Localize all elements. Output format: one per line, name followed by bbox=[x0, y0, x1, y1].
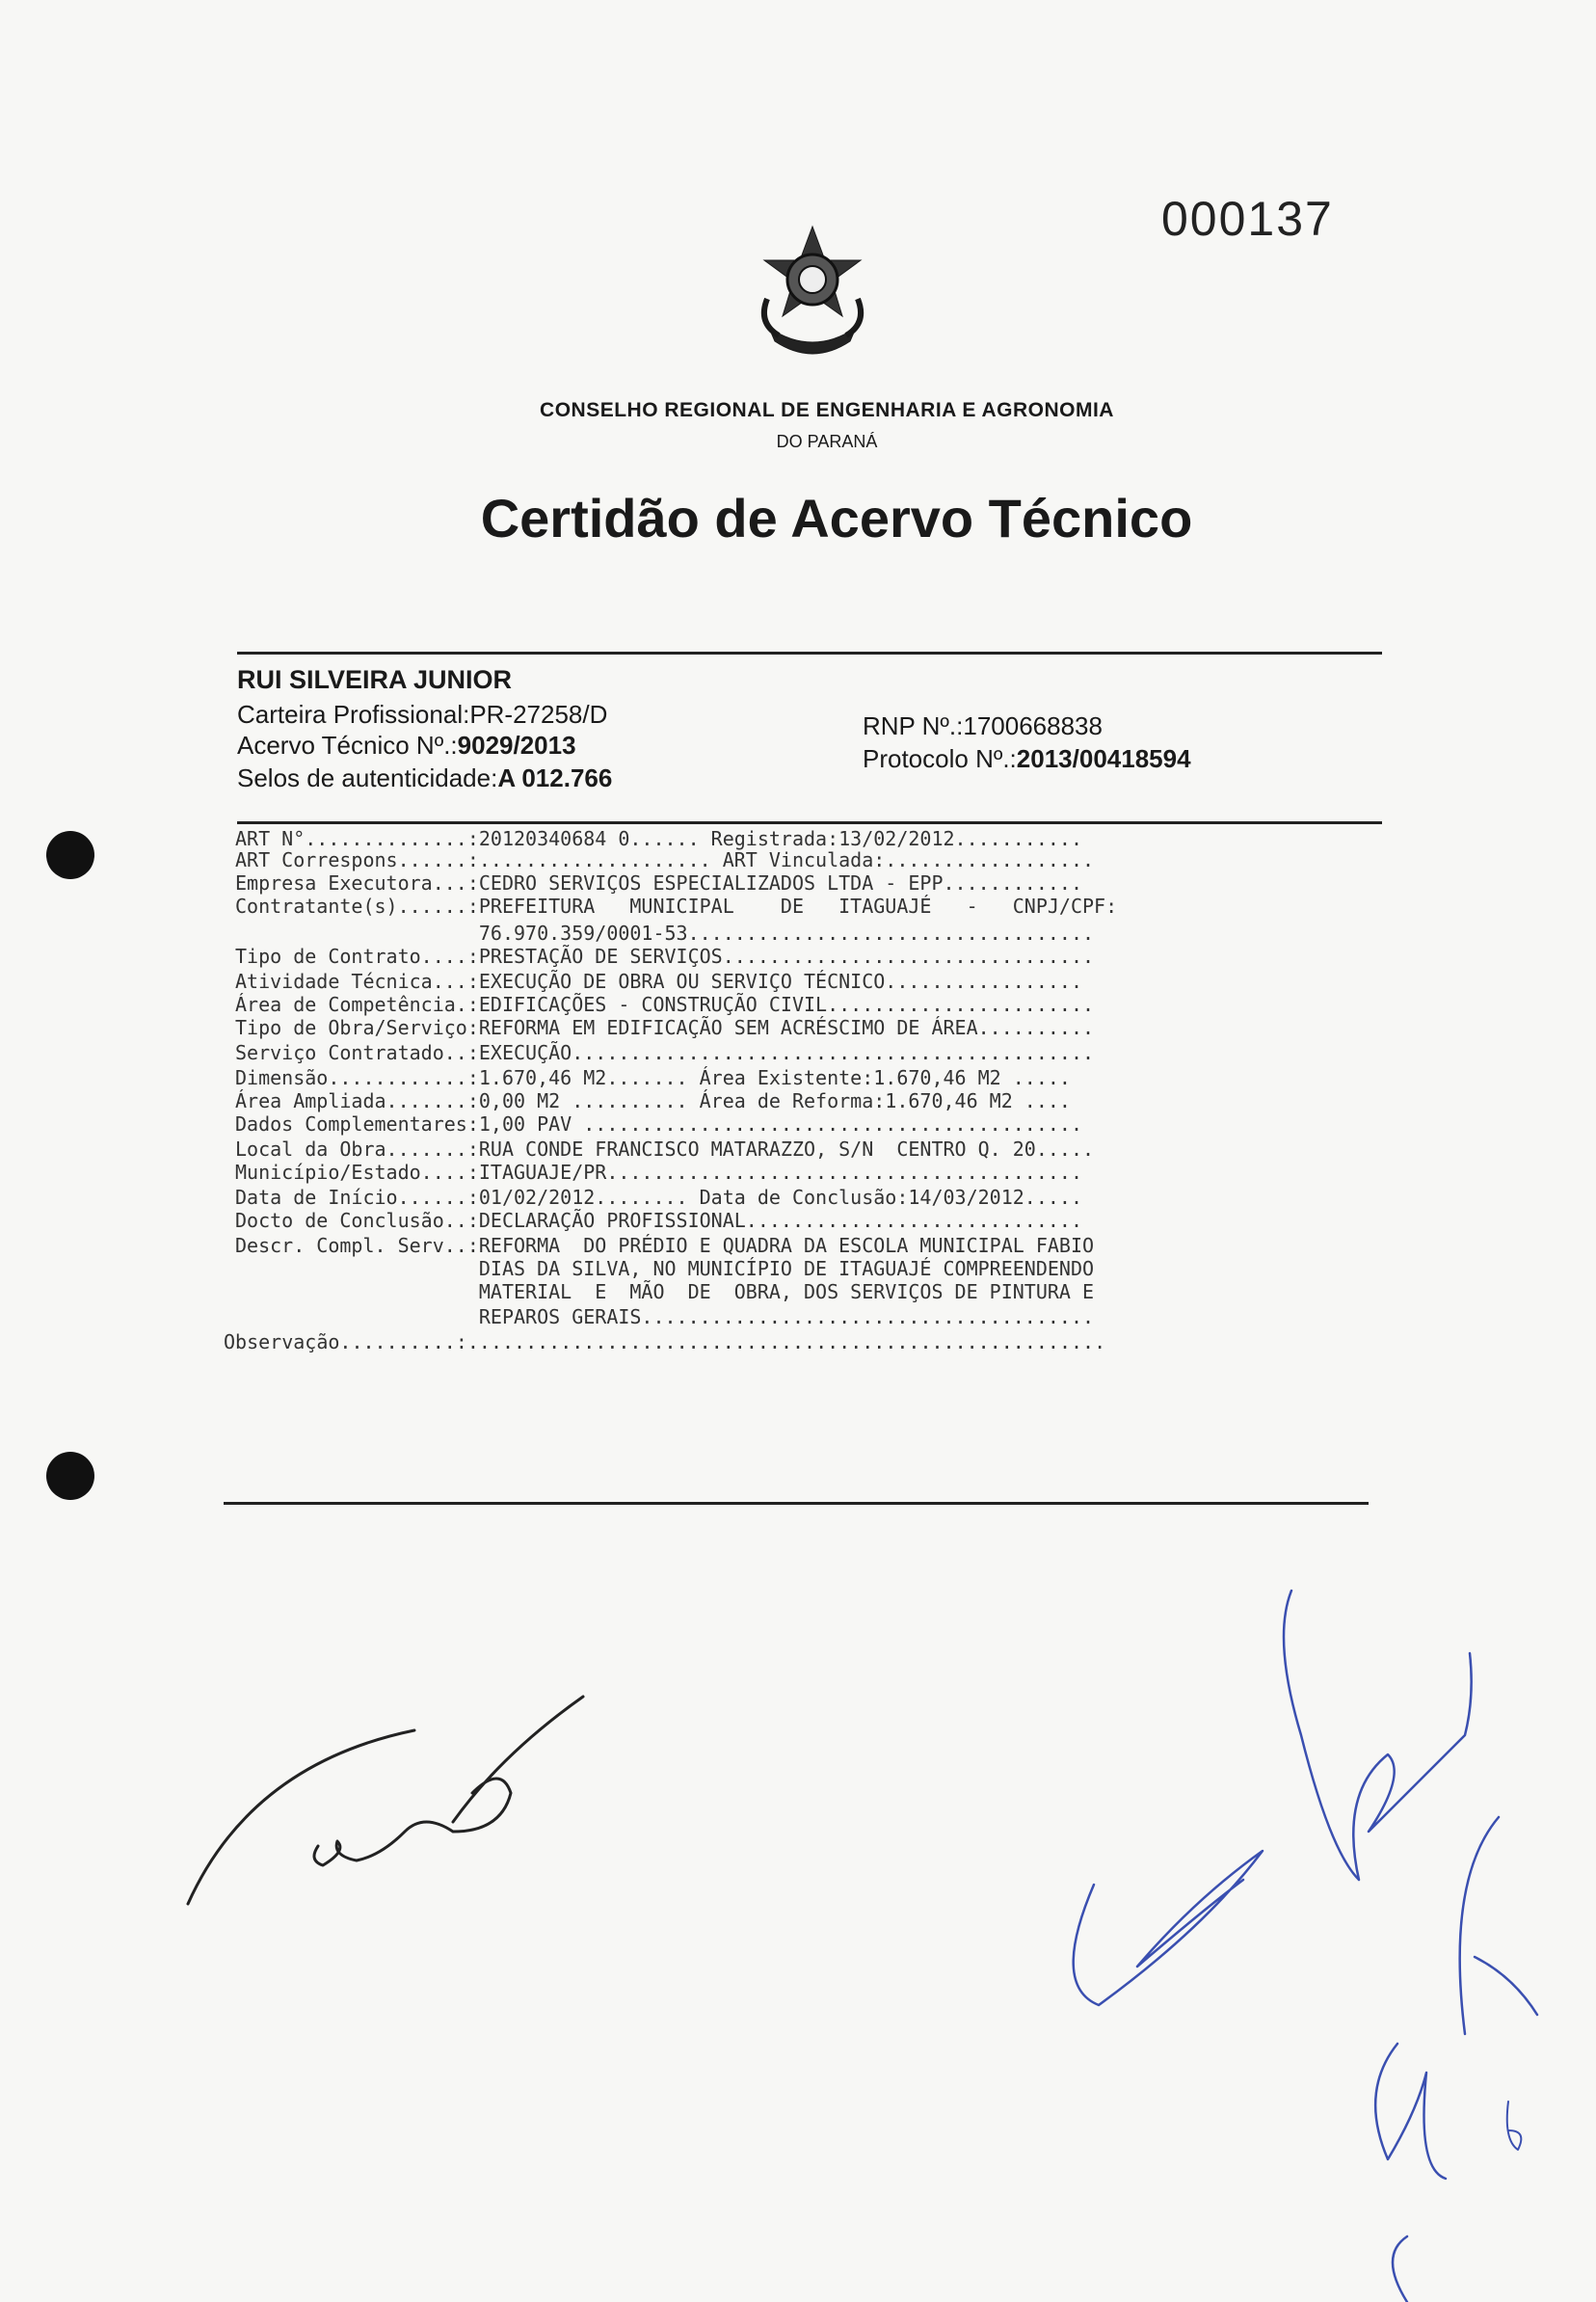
protocolo-value: 2013/00418594 bbox=[1016, 744, 1191, 773]
document-title: Certidão de Acervo Técnico bbox=[480, 488, 1193, 549]
signature-right-2 bbox=[1074, 1851, 1263, 2005]
record-line: Docto de Conclusão..:DECLARAÇÃO PROFISSIONAL............................. bbox=[235, 1209, 1082, 1232]
signature-left bbox=[188, 1697, 583, 1904]
record-line: Tipo de Contrato....:PRESTAÇÃO DE SERVIÇOS................................ bbox=[235, 945, 1095, 968]
organization-name: CONSELHO REGIONAL DE ENGENHARIA E AGRONOMIA bbox=[540, 399, 1114, 421]
protocolo-label: Protocolo Nº.: bbox=[863, 744, 1017, 773]
carteira-label: Carteira Profissional: bbox=[237, 700, 470, 729]
record-line: ART Correspons......:.................... ART Vinculada:.................. bbox=[235, 848, 1095, 871]
record-line: MATERIAL E MÃO DE OBRA, DOS SERVIÇOS DE PINTURA E bbox=[235, 1280, 1095, 1303]
record-line: Descr. Compl. Serv..:REFORMA DO PRÉDIO E QUADRA DA ESCOLA MUNICIPAL FABIO bbox=[235, 1234, 1095, 1257]
holder-name: RUI SILVEIRA JUNIOR bbox=[237, 665, 513, 694]
record-line: Contratante(s)......:PREFEITURA MUNICIPAL DE ITAGUAJÉ - CNPJ/CPF: bbox=[235, 895, 1118, 918]
record-line: Serviço Contratado..:EXECUÇÃO............................................. bbox=[235, 1041, 1095, 1064]
record-line: Dados Complementares:1,00 PAV ........................................... bbox=[235, 1112, 1082, 1136]
acervo-label: Acervo Técnico Nº.: bbox=[237, 731, 458, 760]
carteira-value: PR-27258/D bbox=[469, 700, 608, 729]
signature-right-1 bbox=[1284, 1591, 1472, 1880]
record-line: Município/Estado....:ITAGUAJE/PR......................................... bbox=[235, 1161, 1082, 1184]
record-line: DIAS DA SILVA, NO MUNICÍPIO DE ITAGUAJÉ COMPREENDENDO bbox=[235, 1257, 1095, 1280]
acervo-value: 9029/2013 bbox=[457, 731, 576, 760]
record-line: Área de Competência.:EDIFICAÇÕES - CONSTRUÇÃO CIVIL....................... bbox=[235, 993, 1095, 1016]
record-line: Data de Início......:01/02/2012........ Data de Conclusão:14/03/2012..... bbox=[235, 1186, 1082, 1209]
record-line: Local da Obra.......:RUA CONDE FRANCISCO MATARAZZO, S/N CENTRO Q. 20..... bbox=[235, 1138, 1095, 1161]
record-line: Área Ampliada.......:0,00 M2 .......... Área de Reforma:1.670,46 M2 .... bbox=[235, 1089, 1071, 1112]
record-line: Empresa Executora...:CEDRO SERVIÇOS ESPECIALIZADOS LTDA - EPP............ bbox=[235, 871, 1082, 895]
rnp-label: RNP Nº.: bbox=[863, 711, 964, 740]
rnp-value: 1700668838 bbox=[963, 711, 1103, 740]
initials-mark bbox=[1507, 2101, 1522, 2150]
organization-state: DO PARANÁ bbox=[776, 432, 878, 451]
selos-label: Selos de autenticidade: bbox=[237, 763, 498, 792]
page-number: 000137 bbox=[1161, 192, 1334, 246]
record-line: Atividade Técnica...:EXECUÇÃO DE OBRA OU SERVIÇO TÉCNICO................. bbox=[235, 970, 1082, 993]
record-line: REPAROS GERAIS....................................... bbox=[235, 1305, 1095, 1328]
record-line: Dimensão............:1.670,46 M2....... Área Existente:1.670,46 M2 ..... bbox=[235, 1066, 1071, 1089]
record-line: 76.970.359/0001-53................................... bbox=[235, 922, 1095, 945]
signature-right-4 bbox=[1375, 2044, 1446, 2302]
record-line: Tipo de Obra/Serviço:REFORMA EM EDIFICAÇÃO SEM ACRÉSCIMO DE ÁREA.......... bbox=[235, 1016, 1095, 1039]
selos-value: A 012.766 bbox=[497, 763, 613, 792]
record-line: Observação..........:....................................................... bbox=[224, 1330, 1106, 1353]
signature-right-3 bbox=[1460, 1817, 1537, 2034]
record-line: ART N°..............:20120340684 0...... Registrada:13/02/2012........... bbox=[235, 827, 1082, 850]
